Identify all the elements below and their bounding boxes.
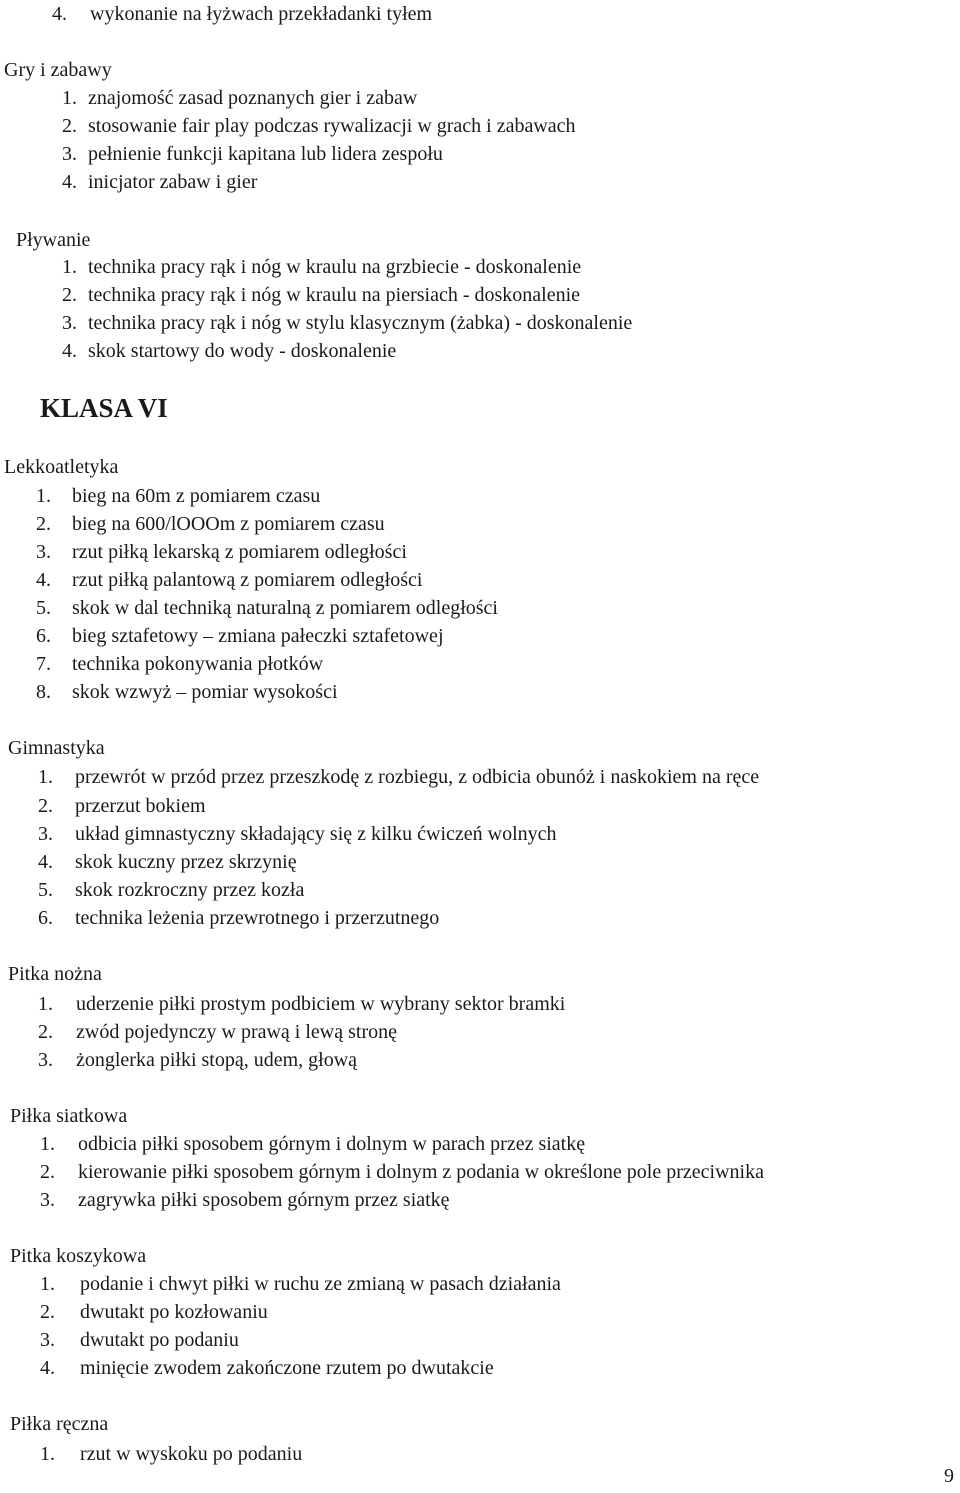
item-number: 4. xyxy=(40,1357,55,1379)
item-text: bieg na 60m z pomiarem czasu xyxy=(72,485,321,507)
section-heading-gry: Gry i zabawy xyxy=(4,59,112,81)
item-text: podanie i chwyt piłki w ruchu ze zmianą w pasach działania xyxy=(80,1273,561,1295)
item-text: żonglerka piłki stopą, udem, głową xyxy=(76,1049,358,1071)
item-number: 1. xyxy=(40,1133,55,1155)
item-number: 6. xyxy=(38,907,53,929)
list-item xyxy=(38,992,565,1016)
item-text: technika leżenia przewrotnego i przerzutnego xyxy=(75,907,440,929)
item-number: 4. xyxy=(62,340,77,362)
item-number: 3. xyxy=(40,1189,55,1211)
item-number: 4. xyxy=(62,171,77,193)
item-number: 3. xyxy=(62,143,77,165)
item-text: wykonanie na łyżwach przekładanki tyłem xyxy=(90,3,433,25)
list-item xyxy=(38,850,297,874)
list-item xyxy=(40,1188,450,1212)
list-item xyxy=(62,114,576,138)
list-item xyxy=(62,283,580,307)
item-number: 1. xyxy=(40,1273,55,1295)
item-text: uderzenie piłki prostym podbiciem w wybrany sektor bramki xyxy=(76,993,566,1015)
list-item xyxy=(40,1328,239,1352)
list-item xyxy=(40,1272,561,1296)
item-text: bieg na 600/lOOOm z pomiarem czasu xyxy=(72,513,385,535)
item-number: 1. xyxy=(36,485,51,507)
class-title: KLASA VI xyxy=(40,393,168,423)
section-heading-pilka-reczna: Piłka ręczna xyxy=(10,1413,109,1435)
list-item xyxy=(36,512,385,536)
section-heading-pilka-koszykowa: Pitka koszykowa xyxy=(10,1245,147,1267)
item-text: skok wzwyż – pomiar wysokości xyxy=(72,681,338,703)
list-item xyxy=(38,794,206,818)
item-text: inicjator zabaw i gier xyxy=(88,171,258,193)
item-number: 4. xyxy=(36,569,51,591)
item-number: 2. xyxy=(40,1161,55,1183)
item-number: 7. xyxy=(36,653,51,675)
item-text: dwutakt po kozłowaniu xyxy=(80,1301,268,1323)
section-heading-plywanie: Pływanie xyxy=(16,229,91,251)
list-item xyxy=(40,1160,764,1184)
item-text: odbicia piłki sposobem górnym i dolnym w parach przez siatkę xyxy=(78,1133,586,1155)
item-number: 3. xyxy=(36,541,51,563)
item-number: 1. xyxy=(40,1443,55,1465)
item-number: 3. xyxy=(38,1049,53,1071)
item-number: 1. xyxy=(62,256,77,278)
item-text: technika pracy rąk i nóg w kraulu na grzbiecie - doskonalenie xyxy=(88,256,582,278)
item-number: 1. xyxy=(62,87,77,109)
item-text: rzut piłką lekarską z pomiarem odległości xyxy=(72,541,407,563)
item-text: skok kuczny przez skrzynię xyxy=(75,851,297,873)
list-item xyxy=(40,1442,302,1466)
section-heading-gimnastyka: Gimnastyka xyxy=(8,737,105,759)
list-item xyxy=(62,170,257,194)
list-item xyxy=(40,1300,268,1324)
item-number: 1. xyxy=(38,993,53,1015)
list-item xyxy=(36,596,498,620)
item-text: skok w dal techniką naturalną z pomiarem odległości xyxy=(72,597,498,619)
list-item xyxy=(62,311,632,335)
item-text: dwutakt po podaniu xyxy=(80,1329,239,1351)
item-number: 2. xyxy=(38,1021,53,1043)
list-item xyxy=(36,680,338,704)
item-text: przewrót w przód przez przeszkodę z rozbiegu, z odbicia obunóż i naskokiem na ręce xyxy=(75,766,760,788)
section-heading-pilka-nozna: Pitka nożna xyxy=(8,963,102,985)
list-item xyxy=(36,484,320,508)
item-text: technika pracy rąk i nóg w kraulu na piersiach - doskonalenie xyxy=(88,284,581,306)
item-number: 2. xyxy=(62,284,77,306)
item-number: 6. xyxy=(36,625,51,647)
item-number: 2. xyxy=(38,795,53,817)
item-text: stosowanie fair play podczas rywalizacji w grach i zabawach xyxy=(88,115,576,137)
list-item xyxy=(38,822,557,846)
list-item xyxy=(38,1048,357,1072)
list-item xyxy=(52,2,432,26)
item-text: pełnienie funkcji kapitana lub lidera zespołu xyxy=(88,143,443,165)
item-text: zwód pojedynczy w prawą i lewą stronę xyxy=(76,1021,397,1043)
item-text: kierowanie piłki sposobem górnym i dolnym z podania w określone pole przeciwnika xyxy=(78,1161,764,1183)
list-item xyxy=(36,540,407,564)
section-heading-pilka-siatkowa: Piłka siatkowa xyxy=(10,1105,128,1127)
list-item xyxy=(38,878,304,902)
list-item xyxy=(36,652,323,676)
item-text: technika pracy rąk i nóg w stylu klasycznym (żabka) - doskonalenie xyxy=(88,312,633,334)
list-item xyxy=(62,86,417,110)
list-item xyxy=(40,1132,585,1156)
item-number: 2. xyxy=(62,115,77,137)
item-text: bieg sztafetowy – zmiana pałeczki sztafetowej xyxy=(72,625,444,647)
item-number: 3. xyxy=(62,312,77,334)
item-number: 3. xyxy=(38,823,53,845)
item-number: 5. xyxy=(36,597,51,619)
item-number: 3. xyxy=(40,1329,55,1351)
item-text: przerzut bokiem xyxy=(75,795,206,817)
item-text: skok startowy do wody - doskonalenie xyxy=(88,340,397,362)
item-text: znajomość zasad poznanych gier i zabaw xyxy=(88,87,418,109)
page-number: 9 xyxy=(944,1465,954,1487)
item-number: 8. xyxy=(36,681,51,703)
item-number: 4. xyxy=(52,3,67,25)
item-number: 1. xyxy=(38,766,53,788)
item-text: minięcie zwodem zakończone rzutem po dwutakcie xyxy=(80,1357,494,1379)
section-heading-lekkoatletyka: Lekkoatletyka xyxy=(4,456,119,478)
item-number: 5. xyxy=(38,879,53,901)
list-item xyxy=(36,568,422,592)
item-text: układ gimnastyczny składający się z kilku ćwiczeń wolnych xyxy=(75,823,557,845)
item-number: 4. xyxy=(38,851,53,873)
item-number: 2. xyxy=(36,513,51,535)
list-item xyxy=(38,1020,397,1044)
list-item xyxy=(40,1356,494,1380)
list-item xyxy=(62,255,581,279)
item-text: rzut piłką palantową z pomiarem odległości xyxy=(72,569,423,591)
list-item xyxy=(36,624,444,648)
item-text: rzut w wyskoku po podaniu xyxy=(80,1443,303,1465)
item-text: zagrywka piłki sposobem górnym przez siatkę xyxy=(78,1189,450,1211)
list-item xyxy=(38,906,439,930)
item-text: skok rozkroczny przez kozła xyxy=(75,879,305,901)
list-item xyxy=(62,142,443,166)
list-item xyxy=(38,765,759,789)
item-text: technika pokonywania płotków xyxy=(72,653,324,675)
list-item xyxy=(62,339,396,363)
item-number: 2. xyxy=(40,1301,55,1323)
